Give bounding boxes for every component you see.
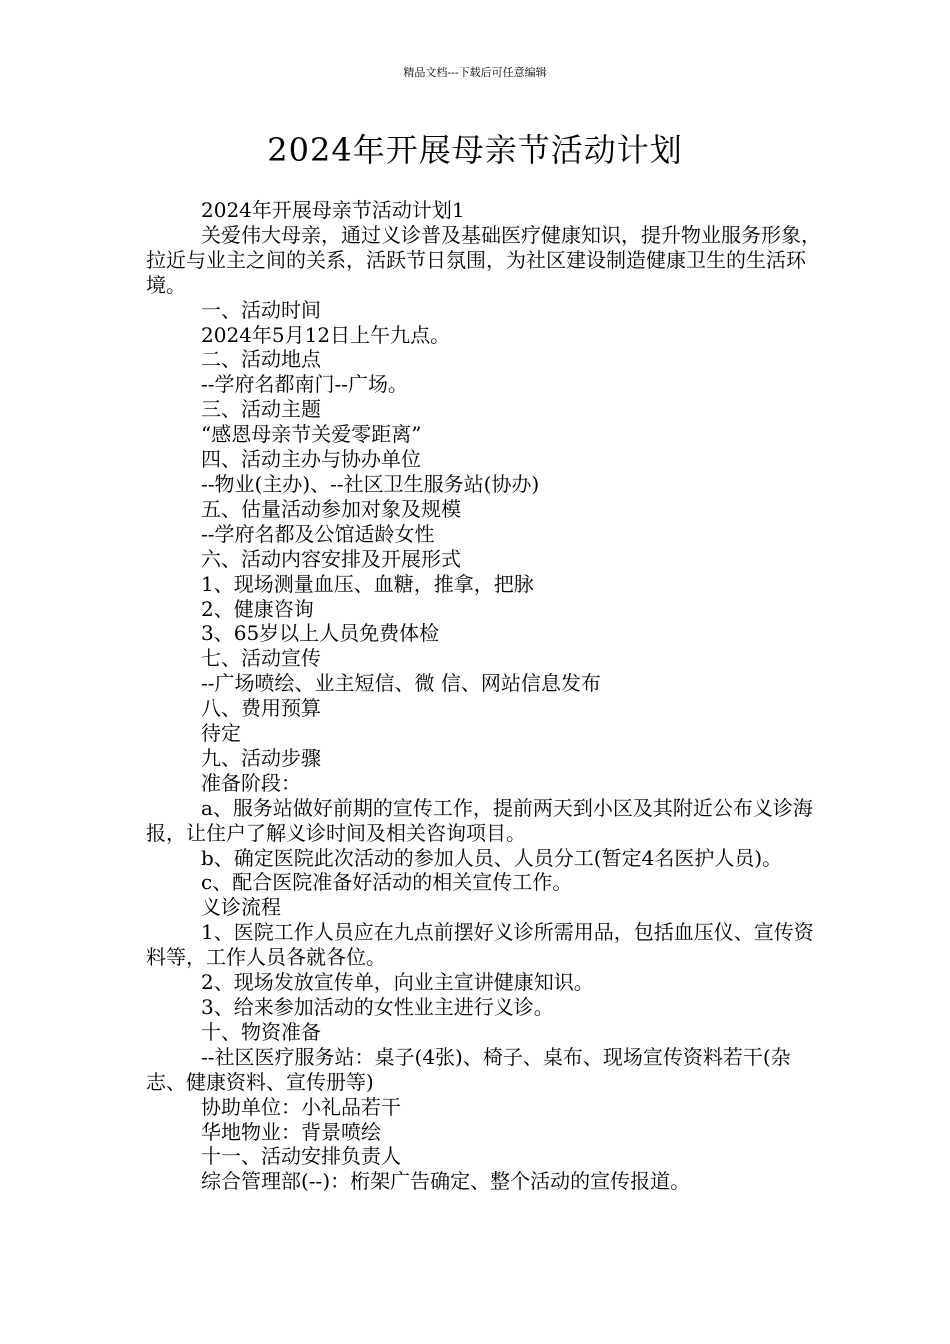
paragraph: 2024年开展母亲节活动计划1 xyxy=(201,198,465,222)
paragraph: 2024年5月12日上午九点。 xyxy=(201,322,451,347)
paragraph: --广场喷绘、业主短信、微 信、网站信息发布 xyxy=(201,671,601,696)
paragraph: --学府名都及公馆适龄女性 xyxy=(201,521,435,546)
section-heading: 四、活动主办与协办单位 xyxy=(201,447,421,472)
paragraph: --物业(主办)、--社区卫生服务站(协办) xyxy=(201,471,540,496)
list-item: 1、医院工作人员应在九点前摆好义诊所需用品，包括血压仪、宣传资料等，工作人员各就各位。 xyxy=(146,920,814,970)
section-heading: 二、活动地点 xyxy=(201,347,321,372)
section-heading: 五、估量活动参加对象及规模 xyxy=(201,496,461,521)
section-heading: 九、活动步骤 xyxy=(201,745,321,770)
list-item: 1、现场测量血压、血糖，推拿，把脉 xyxy=(201,571,534,596)
paragraph: 待定 xyxy=(201,721,241,746)
paragraph: 综合管理部(--)：桁架广告确定、整个活动的宣传报道。 xyxy=(201,1169,691,1194)
paragraph: 准备阶段： xyxy=(201,770,301,795)
paragraph: 华地物业：背景喷绘 xyxy=(201,1119,381,1144)
list-item: 3、给来参加活动的女性业主进行义诊。 xyxy=(201,995,554,1019)
list-item: b、确定医院此次活动的参加人员、人员分工(暂定4名医护人员)。 xyxy=(201,845,783,870)
section-heading: 三、活动主题 xyxy=(201,397,321,422)
list-item: c、配合医院准备好活动的相关宣传工作。 xyxy=(201,870,573,895)
paragraph: 关爱伟大母亲，通过义诊普及基础医疗健康知识，提升物业服务形象，拉近与业主之间的关系，活跃节日氛围，为社区建设制造健康卫生的生活环境。 xyxy=(146,222,821,297)
section-heading: 十一、活动安排负责人 xyxy=(201,1144,401,1169)
document-body xyxy=(146,198,824,1194)
list-item: 2、健康咨询 xyxy=(201,596,314,621)
section-heading: 六、活动内容安排及开展形式 xyxy=(201,546,461,571)
section-heading: 七、活动宣传 xyxy=(201,646,321,671)
section-heading: 十、物资准备 xyxy=(201,1019,321,1044)
list-item: 3、65岁以上人员免费体检 xyxy=(201,621,440,646)
page-header: 精品文档---下载后可任意编辑 xyxy=(403,66,547,79)
list-item: 2、现场发放宣传单，向业主宣讲健康知识。 xyxy=(201,970,594,995)
paragraph: --社区医疗服务站：桌子(4张)、椅子、桌布、现场宣传资料若干(杂志、健康资料、宣传册等) xyxy=(146,1044,791,1094)
paragraph: 义诊流程 xyxy=(201,895,281,920)
paragraph: “感恩母亲节关爱零距离” xyxy=(201,422,422,447)
section-heading: 一、活动时间 xyxy=(201,297,321,322)
paragraph: --学府名都南门--广场。 xyxy=(201,372,409,397)
list-item: a、服务站做好前期的宣传工作，提前两天到小区及其附近公布义诊海报，让住户了解义诊时间及相关咨询项目。 xyxy=(146,795,813,845)
paragraph: 协助单位：小礼品若干 xyxy=(201,1094,401,1119)
section-heading: 八、费用预算 xyxy=(201,696,321,721)
document-title: 2024年开展母亲节活动计划 xyxy=(267,131,683,169)
